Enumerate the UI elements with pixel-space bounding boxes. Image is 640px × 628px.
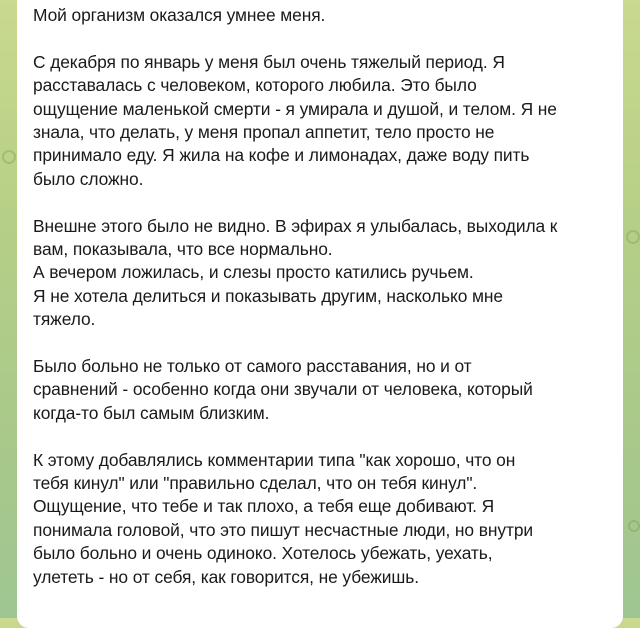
- message-line: улететь - но от себя, как говорится, не убежишь.: [33, 566, 419, 587]
- doodle-circle: [626, 230, 640, 244]
- message-line: Ощущение, что тебе и так плохо, а тебя еще добивают. Я: [33, 496, 495, 517]
- doodle-circle: [2, 150, 16, 164]
- message-line: было больно и очень одиноко. Хотелось убежать, уехать,: [33, 543, 493, 564]
- message-line: Я не хотела делиться и показывать другим, насколько мне: [33, 285, 503, 306]
- message-line: С декабря по январь у меня был очень тяжелый период. Я: [33, 51, 505, 72]
- doodle-circle: [628, 520, 640, 532]
- message-line: Было больно не только от самого расставания, но и от: [33, 356, 472, 377]
- message-line: тяжело.: [33, 309, 96, 330]
- message-bubble[interactable]: [17, 0, 623, 628]
- paragraph-gap: [33, 191, 607, 214]
- message-line: знала, что делать, у меня пропал аппетит, тело просто не: [33, 122, 495, 143]
- message-line: понимала головой, что это пишут несчастные люди, но внутри: [33, 519, 534, 540]
- message-line: вам, показывала, что все нормально.: [33, 239, 333, 260]
- message-line: К этому добавлялись комментарии типа "как хорошо, что он: [33, 449, 516, 470]
- message-line: расставалась с человеком, которого любила. Это было: [33, 75, 477, 96]
- message-line: принимало еду. Я жила на кофе и лимонадах, даже воду пить: [33, 145, 530, 166]
- message-line: А вечером ложилась, и слезы просто катились ручьем.: [33, 262, 474, 283]
- paragraph-gap: [33, 332, 607, 355]
- message-text: [33, 4, 607, 589]
- message-line: было сложно.: [33, 168, 144, 189]
- message-line: ощущение маленькой смерти - я умирала и душой, и телом. Я не: [33, 98, 557, 119]
- message-line: когда-то был самым близким.: [33, 402, 270, 423]
- message-line: Мой организм оказался умнее меня.: [33, 5, 326, 25]
- paragraph-gap: [33, 425, 607, 448]
- paragraph-gap: [33, 27, 607, 50]
- message-line: тебя кинул" или "правильно сделал, что он тебя кинул".: [33, 473, 478, 494]
- message-line: сравнений - особенно когда они звучали от человека, который: [33, 379, 533, 400]
- message-line: Внешне этого было не видно. В эфирах я улыбалась, выходила к: [33, 215, 558, 236]
